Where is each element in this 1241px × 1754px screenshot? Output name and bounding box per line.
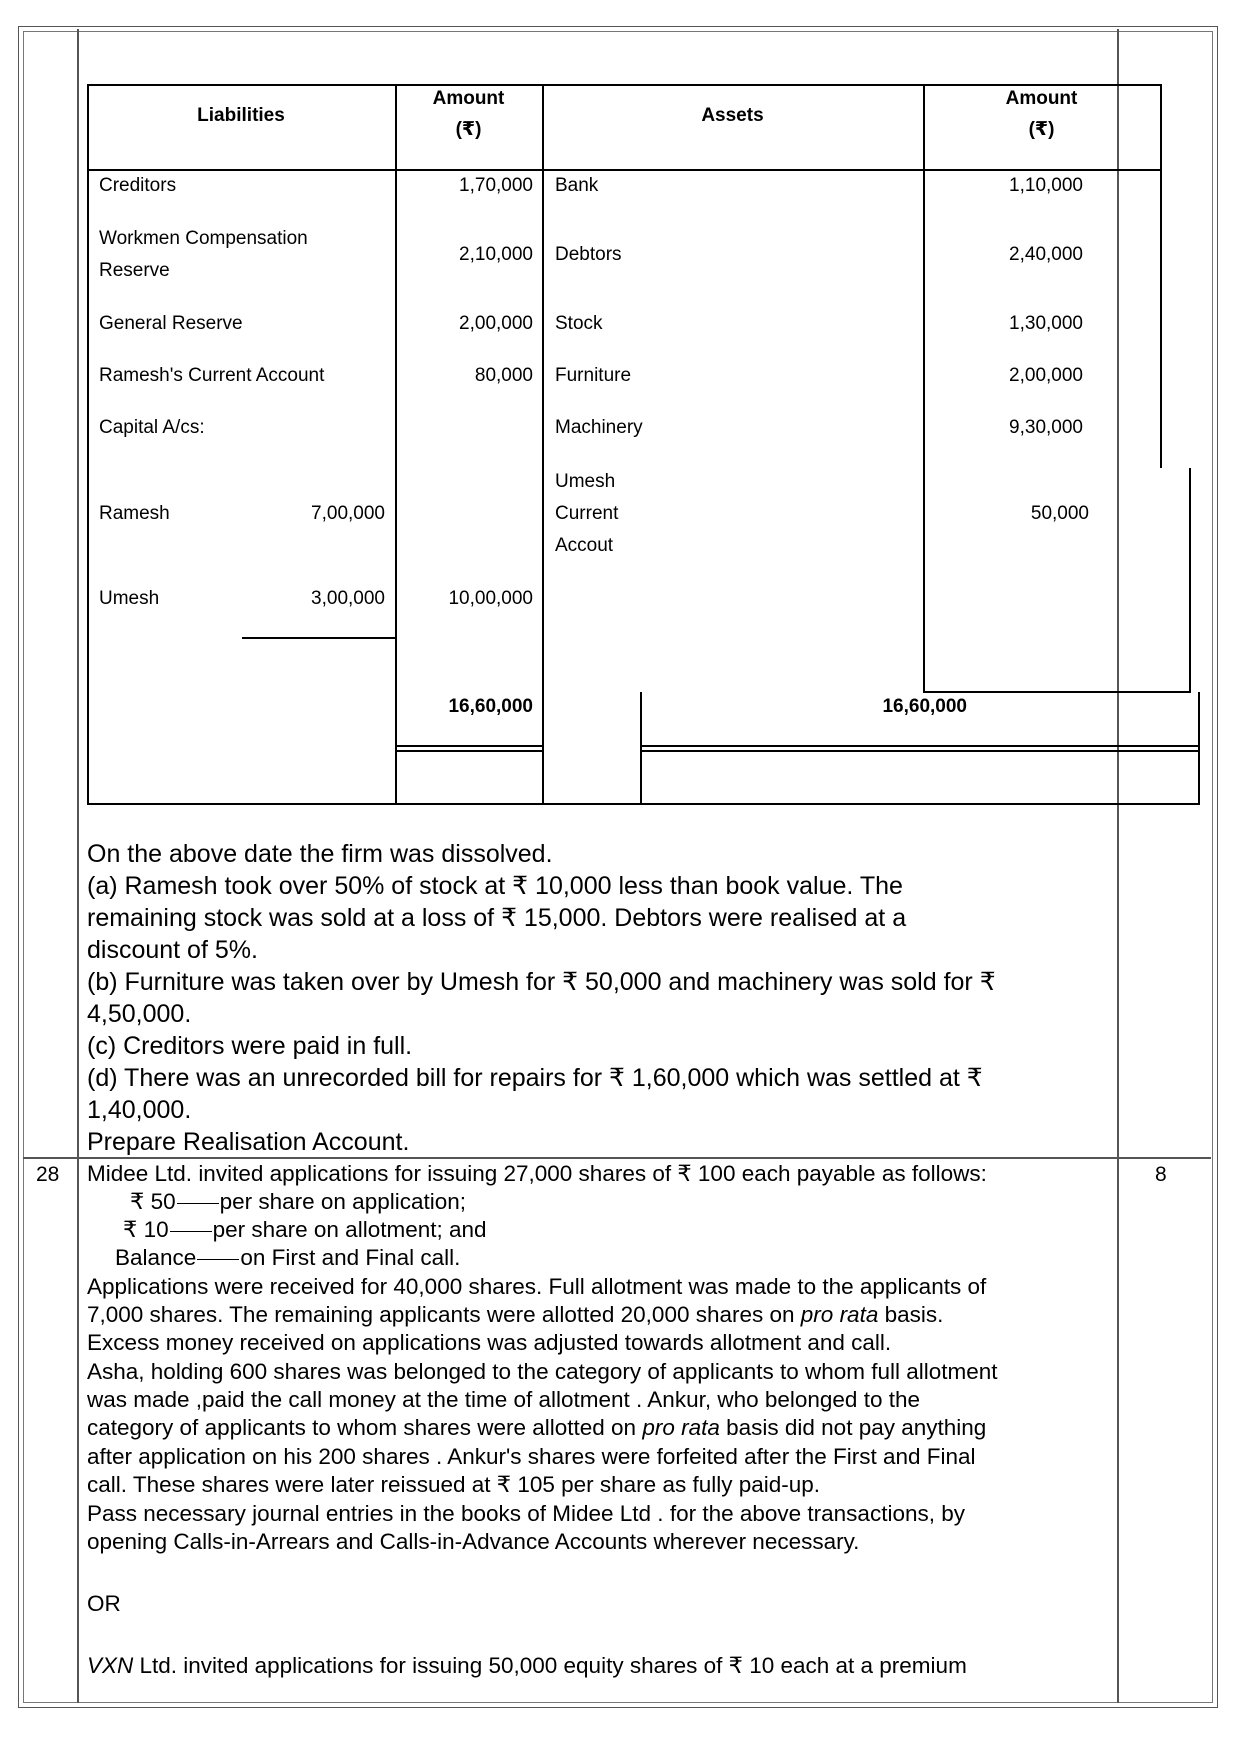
liability-total: 16,60,000	[448, 696, 533, 717]
question-line: after application on his 200 shares . Ankur's shares were forfeited after the First and Final	[87, 1444, 976, 1469]
col-line-4	[1160, 84, 1162, 468]
term-amount: Balance	[115, 1245, 197, 1270]
total-line-2	[395, 750, 542, 752]
question-line: Applications were received for 40,000 shares. Full allotment was made to the applicants of	[87, 1274, 987, 1299]
liability-general-reserve-amount: 2,00,000	[459, 313, 533, 334]
dissolution-line: (b) Furniture was taken over by Umesh for ₹ 50,000 and machinery was sold for ₹	[87, 968, 996, 996]
text-run: category of applicants to whom shares were allotted on	[87, 1415, 643, 1440]
liability-capital-heading: Capital A/cs:	[99, 417, 205, 438]
asset-furniture: Furniture	[555, 365, 632, 386]
liability-ramesh-current: Ramesh's Current Account	[99, 365, 325, 386]
asset-stock-amount: 1,30,000	[1009, 313, 1083, 334]
liability-umesh-capital: Umesh	[99, 588, 160, 609]
question-line: call. These shares were later reissued at ₹ 105 per share as fully paid-up.	[87, 1472, 821, 1497]
liability-creditors: Creditors	[99, 175, 177, 196]
asset-machinery-amount: 9,30,000	[1009, 417, 1083, 438]
term-amount: ₹ 10	[123, 1217, 169, 1242]
column-divider-left	[77, 29, 79, 1703]
dash-icon	[197, 1259, 239, 1260]
dissolution-line: remaining stock was sold at a loss of ₹ 15,000. Debtors were realised at a	[87, 904, 907, 932]
question-line: Excess money received on applications was adjusted towards allotment and call.	[87, 1330, 892, 1355]
dash-icon	[170, 1231, 212, 1232]
italic-text: pro rata	[642, 1415, 720, 1440]
term-desc: on First and Final call.	[240, 1245, 461, 1270]
asset-bank: Bank	[555, 175, 599, 196]
question-line	[87, 1301, 1137, 1330]
col-line-2	[542, 84, 544, 804]
liability-capital-total: 10,00,000	[448, 588, 533, 609]
asset-furniture-amount: 2,00,000	[1009, 365, 1083, 386]
question-number: 28	[36, 1163, 60, 1186]
asset-umesh-current-line1: Umesh	[555, 471, 616, 492]
or-separator: OR	[87, 1591, 121, 1616]
total-line-4	[640, 750, 1200, 752]
subtotal-rule	[242, 637, 395, 639]
dissolution-line: Prepare Realisation Account.	[87, 1128, 410, 1156]
text-run: 7,000 shares. The remaining applicants were allotted 20,000 shares on	[87, 1302, 801, 1327]
payment-term-application	[130, 1188, 1180, 1217]
dissolution-line: (d) There was an unrecorded bill for repairs for ₹ 1,60,000 which was settled at ₹	[87, 1064, 983, 1092]
dissolution-line: On the above date the firm was dissolved.	[87, 840, 553, 868]
total-line-1	[395, 745, 542, 747]
text-run: basis did not pay anything	[719, 1415, 987, 1440]
total-line-3	[640, 745, 1200, 747]
italic-text: pro rata	[800, 1302, 879, 1327]
liability-ramesh-capital: Ramesh	[99, 503, 170, 524]
liability-umesh-capital-amount: 3,00,000	[311, 588, 385, 609]
italic-text: VXN	[87, 1653, 134, 1678]
term-desc: per share on application;	[219, 1189, 467, 1214]
table-left-border	[87, 84, 89, 804]
term-amount: ₹ 50	[130, 1189, 176, 1214]
asset-umesh-current-line2: Current	[555, 503, 619, 524]
question-marks: 8	[1155, 1163, 1167, 1186]
asset-machinery: Machinery	[555, 417, 643, 438]
asset-debtors-amount: 2,40,000	[1009, 244, 1083, 265]
header-amount-right: Amount	[1005, 88, 1078, 109]
asset-umesh-current-amount: 50,000	[1030, 503, 1089, 524]
question-line	[87, 1652, 1137, 1681]
header-liabilities: Liabilities	[197, 105, 285, 126]
col-line-5	[1189, 468, 1191, 692]
col-line-7	[1198, 692, 1200, 804]
liability-wcr-amount: 2,10,000	[459, 244, 533, 265]
question-line	[87, 1414, 1137, 1443]
liability-creditors-amount: 1,70,000	[459, 175, 533, 196]
question-line: Pass necessary journal entries in the books of Midee Ltd . for the above transactions, by	[87, 1501, 965, 1526]
question-line: Asha, holding 600 shares was belonged to the category of applicants to whom full allotment	[87, 1359, 998, 1384]
asset-stock: Stock	[555, 313, 603, 334]
payment-term-allotment	[123, 1216, 1173, 1245]
dissolution-line: discount of 5%.	[87, 936, 258, 964]
col-line-6	[640, 692, 642, 804]
table-bottom-border	[87, 803, 1200, 805]
dissolution-line: 1,40,000.	[87, 1096, 192, 1124]
header-assets: Assets	[701, 105, 764, 126]
asset-bank-amount: 1,10,000	[1009, 175, 1083, 196]
dissolution-line: (c) Creditors were paid in full.	[87, 1032, 413, 1060]
liability-general-reserve: General Reserve	[99, 313, 243, 334]
text-run: Ltd. invited applications for issuing 50,000 equity shares of ₹ 10 each at a premium	[133, 1653, 967, 1678]
asset-total: 16,60,000	[882, 696, 967, 717]
question-line: was made ,paid the call money at the time of allotment . Ankur, who belonged to the	[87, 1387, 920, 1412]
asset-umesh-current-line3: Accout	[555, 535, 614, 556]
asset-debtors: Debtors	[555, 244, 622, 265]
dash-icon	[177, 1203, 219, 1204]
text-run: basis.	[878, 1302, 944, 1327]
liability-wcr-line1: Workmen Compensation	[99, 228, 308, 249]
liability-wcr-line2: Reserve	[99, 260, 170, 281]
liability-ramesh-capital-amount: 7,00,000	[311, 503, 385, 524]
header-amount-left-unit: (₹)	[455, 119, 482, 140]
payment-term-call	[115, 1244, 1165, 1273]
question-line: Midee Ltd. invited applications for issuing 27,000 shares of ₹ 100 each payable as follows:	[87, 1161, 987, 1186]
liability-ramesh-current-amount: 80,000	[474, 365, 533, 386]
dissolution-line: (a) Ramesh took over 50% of stock at ₹ 10,000 less than book value. The	[87, 872, 903, 900]
header-amount-left: Amount	[432, 88, 505, 109]
dissolution-line: 4,50,000.	[87, 1000, 192, 1028]
header-amount-right-unit: (₹)	[1028, 119, 1055, 140]
question-line: opening Calls-in-Arrears and Calls-in-Advance Accounts wherever necessary.	[87, 1529, 860, 1554]
term-desc: per share on allotment; and	[212, 1217, 487, 1242]
